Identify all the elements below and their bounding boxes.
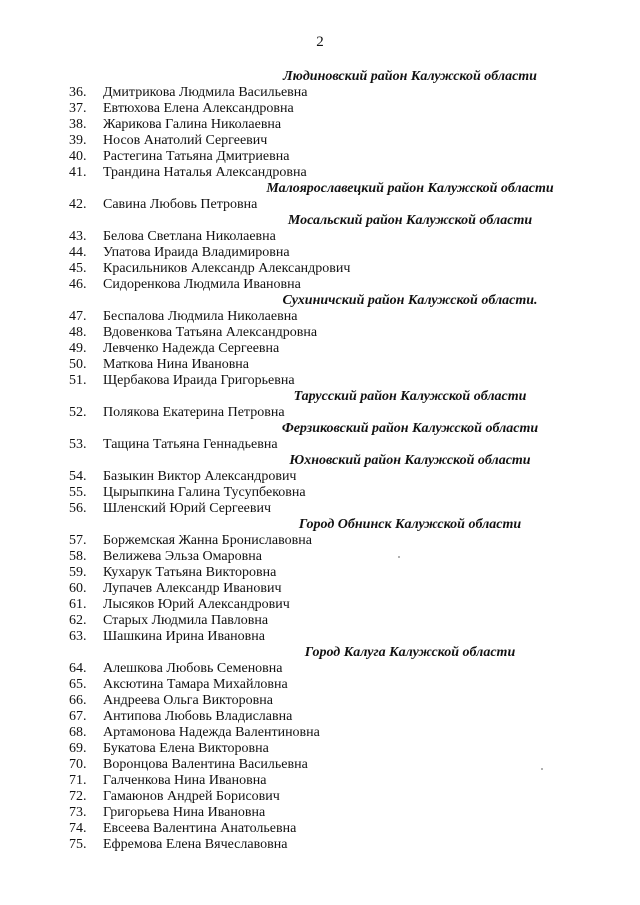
- list-item: [0, 789, 640, 805]
- person-name: Беспалова Людмила Николаевна: [103, 309, 298, 324]
- document-body: [0, 69, 640, 853]
- list-item: [0, 277, 640, 293]
- item-number: 57.: [69, 533, 87, 548]
- item-number: 64.: [69, 661, 87, 676]
- list-item: [0, 149, 640, 165]
- person-name: Щербакова Ираида Григорьевна: [103, 373, 295, 388]
- list-item: [0, 597, 640, 613]
- person-name: Ефремова Елена Вячеславовна: [103, 837, 288, 852]
- list-item: [0, 741, 640, 757]
- list-item: [0, 677, 640, 693]
- section-heading: Ферзиковский район Калужской области: [281, 421, 539, 436]
- item-number: 65.: [69, 677, 87, 692]
- list-item: [0, 261, 640, 277]
- item-number: 55.: [69, 485, 87, 500]
- item-number: 50.: [69, 357, 87, 372]
- list-item: [0, 325, 640, 341]
- list-item: [0, 101, 640, 117]
- section-heading: Юхновский район Калужской области: [289, 453, 531, 468]
- item-number: 66.: [69, 693, 87, 708]
- item-number: 37.: [69, 101, 87, 116]
- item-number: 51.: [69, 373, 87, 388]
- person-name: Левченко Надежда Сергеевна: [103, 341, 280, 356]
- list-item: [0, 805, 640, 821]
- person-name: Савина Любовь Петровна: [103, 197, 258, 212]
- item-number: 56.: [69, 501, 87, 516]
- list-item: [0, 773, 640, 789]
- item-number: 47.: [69, 309, 87, 324]
- item-number: 62.: [69, 613, 87, 628]
- list-item: [0, 485, 640, 501]
- list-item: [0, 629, 640, 645]
- person-name: Шленский Юрий Сергеевич: [103, 501, 272, 516]
- item-number: 52.: [69, 405, 87, 420]
- person-name: Жарикова Галина Николаевна: [103, 117, 282, 132]
- item-number: 38.: [69, 117, 87, 132]
- item-number: 48.: [69, 325, 87, 340]
- list-item: [0, 821, 640, 837]
- item-number: 43.: [69, 229, 87, 244]
- list-item: [0, 613, 640, 629]
- item-number: 73.: [69, 805, 87, 820]
- list-item: [0, 469, 640, 485]
- scan-speck: [398, 556, 400, 558]
- list-item: [0, 725, 640, 741]
- person-name: Антипова Любовь Владиславна: [103, 709, 293, 724]
- list-item: [0, 549, 640, 565]
- person-name: Красильников Александр Александрович: [103, 261, 351, 276]
- list-item: [0, 581, 640, 597]
- person-name: Носов Анатолий Сергеевич: [103, 133, 268, 148]
- person-name: Евсеева Валентина Анатольевна: [103, 821, 297, 836]
- section-heading: Город Обнинск Калужской области: [298, 517, 522, 532]
- list-item: [0, 437, 640, 453]
- item-number: 41.: [69, 165, 87, 180]
- person-name: Лысяков Юрий Александрович: [103, 597, 290, 612]
- item-number: 36.: [69, 85, 87, 100]
- list-item: [0, 245, 640, 261]
- person-name: Тащина Татьяна Геннадьевна: [103, 437, 278, 452]
- person-name: Букатова Елена Викторовна: [103, 741, 269, 756]
- item-number: 59.: [69, 565, 87, 580]
- person-name: Евтюхова Елена Александровна: [103, 101, 294, 116]
- list-item: [0, 341, 640, 357]
- list-item: [0, 661, 640, 677]
- list-item: [0, 309, 640, 325]
- list-item: [0, 85, 640, 101]
- list-item: [0, 405, 640, 421]
- person-name: Сидоренкова Людмила Ивановна: [103, 277, 301, 292]
- list-item: [0, 133, 640, 149]
- list-item: [0, 709, 640, 725]
- person-name: Маткова Нина Ивановна: [103, 357, 250, 372]
- list-item: [0, 117, 640, 133]
- list-item: [0, 197, 640, 213]
- person-name: Аксютина Тамара Михайловна: [103, 677, 288, 692]
- list-item: [0, 357, 640, 373]
- section-heading: Малоярославецкий район Калужской области: [266, 181, 554, 196]
- list-item: [0, 565, 640, 581]
- section-heading: Город Калуга Калужской области: [304, 645, 516, 660]
- section-heading: Людиновский район Калужской области: [283, 69, 537, 84]
- page-number: 2: [316, 34, 324, 50]
- item-number: 46.: [69, 277, 87, 292]
- item-number: 61.: [69, 597, 87, 612]
- item-number: 60.: [69, 581, 87, 596]
- section-heading: Тарусский район Калужской области: [293, 389, 527, 404]
- list-item: [0, 373, 640, 389]
- list-item: [0, 501, 640, 517]
- person-name: Велижева Эльза Омаровна: [103, 549, 262, 564]
- item-number: 53.: [69, 437, 87, 452]
- person-name: Вдовенкова Татьяна Александровна: [103, 325, 318, 340]
- person-name: Боржемская Жанна Брониславовна: [103, 533, 312, 548]
- person-name: Шашкина Ирина Ивановна: [103, 629, 265, 644]
- list-item: [0, 837, 640, 853]
- item-number: 69.: [69, 741, 87, 756]
- person-name: Старых Людмила Павловна: [103, 613, 269, 628]
- list-item: [0, 165, 640, 181]
- item-number: 74.: [69, 821, 87, 836]
- item-number: 44.: [69, 245, 87, 260]
- item-number: 39.: [69, 133, 87, 148]
- person-name: Кухарук Татьяна Викторовна: [103, 565, 277, 580]
- item-number: 75.: [69, 837, 87, 852]
- person-name: Дмитрикова Людмила Васильевна: [103, 85, 308, 100]
- person-name: Упатова Ираида Владимировна: [103, 245, 290, 260]
- item-number: 45.: [69, 261, 87, 276]
- person-name: Артамонова Надежда Валентиновна: [103, 725, 320, 740]
- person-name: Гамаюнов Андрей Борисович: [103, 789, 280, 804]
- item-number: 67.: [69, 709, 87, 724]
- item-number: 54.: [69, 469, 87, 484]
- person-name: Андреева Ольга Викторовна: [103, 693, 273, 708]
- person-name: Базыкин Виктор Александрович: [103, 469, 297, 484]
- item-number: 58.: [69, 549, 87, 564]
- item-number: 68.: [69, 725, 87, 740]
- list-item: [0, 757, 640, 773]
- list-item: [0, 533, 640, 549]
- person-name: Алешкова Любовь Семеновна: [103, 661, 283, 676]
- person-name: Григорьева Нина Ивановна: [103, 805, 266, 820]
- person-name: Трандина Наталья Александровна: [103, 165, 307, 180]
- person-name: Растегина Татьяна Дмитриевна: [103, 149, 290, 164]
- item-number: 72.: [69, 789, 87, 804]
- person-name: Лупачев Александр Иванович: [103, 581, 282, 596]
- list-item: [0, 693, 640, 709]
- section-heading: Мосальский район Калужской области: [287, 213, 533, 228]
- person-name: Белова Светлана Николаевна: [103, 229, 276, 244]
- item-number: 42.: [69, 197, 87, 212]
- scan-speck: [541, 768, 543, 770]
- item-number: 40.: [69, 149, 87, 164]
- item-number: 63.: [69, 629, 87, 644]
- item-number: 49.: [69, 341, 87, 356]
- person-name: Цырыпкина Галина Тусупбековна: [103, 485, 306, 500]
- list-item: [0, 229, 640, 245]
- person-name: Воронцова Валентина Васильевна: [103, 757, 308, 772]
- section-heading: Сухиничский район Калужской области.: [282, 293, 538, 308]
- person-name: Полякова Екатерина Петровна: [103, 405, 285, 420]
- item-number: 71.: [69, 773, 87, 788]
- person-name: Галченкова Нина Ивановна: [103, 773, 267, 788]
- item-number: 70.: [69, 757, 87, 772]
